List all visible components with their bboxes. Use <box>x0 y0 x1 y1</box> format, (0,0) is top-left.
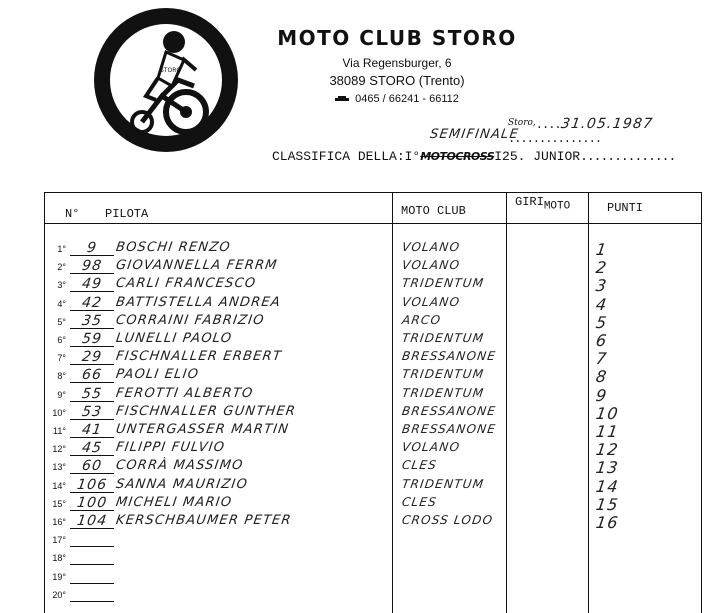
classifica-class: I25. JUNIOR <box>494 149 581 164</box>
row-number: 49 <box>70 276 114 292</box>
table-row <box>50 549 700 567</box>
date-label: Storo, <box>508 118 536 128</box>
table-row <box>50 386 700 404</box>
row-rank: 3° <box>57 280 66 291</box>
date-value: 31.05.1987 <box>559 116 654 132</box>
row-rank: 2° <box>57 262 66 273</box>
row-pilot: CORRÀ MASSIMO <box>114 458 245 474</box>
classifica-line: CLASSIFICA DELLA:I°MOTOCROSSI25. JUNIOR.............. <box>272 149 676 164</box>
city-line: 38089 STORO (Trento) <box>329 73 465 88</box>
row-points: 9 <box>594 385 609 405</box>
table-row <box>50 258 700 276</box>
row-points: 4 <box>594 294 609 314</box>
row-club: VOLANO <box>401 240 462 254</box>
row-number <box>70 586 114 602</box>
row-rank: 13° <box>52 462 66 473</box>
row-number: 45 <box>70 440 114 456</box>
row-number: 29 <box>70 349 114 365</box>
row-club: BRESSANONE <box>401 403 498 418</box>
row-points: 1 <box>594 240 609 259</box>
logo-badge-text: STORO <box>160 67 182 74</box>
classifica-ord: I° <box>404 149 421 164</box>
row-club: BRESSANONE <box>401 422 498 436</box>
row-number <box>70 568 114 584</box>
row-pilot: CARLI FRANCESCO <box>114 276 258 292</box>
col-moto-club-header: MOTO CLUB <box>401 204 466 218</box>
row-rank: 10° <box>52 407 66 418</box>
table-row <box>50 422 700 440</box>
row-club: TRIDENTUM <box>401 276 486 291</box>
row-number: 59 <box>70 331 114 347</box>
row-club: VOLANO <box>401 258 462 273</box>
row-pilot: BOSCHI RENZO <box>114 240 232 255</box>
row-number: 41 <box>70 422 114 438</box>
row-pilot: FEROTTI ALBERTO <box>114 385 255 401</box>
col-n-header: N° <box>65 207 80 221</box>
row-pilot: GIOVANNELLA FERRM <box>114 258 279 274</box>
row-points: 15 <box>594 494 621 514</box>
row-pilot: FISCHNALLER ERBERT <box>114 349 283 365</box>
row-pilot: KERSCHBAUMER PETER <box>114 513 293 528</box>
row-number: 60 <box>70 458 114 474</box>
row-pilot: BATTISTELLA ANDREA <box>114 294 282 310</box>
row-points: 7 <box>594 349 609 369</box>
row-club: BRESSANONE <box>401 349 498 364</box>
row-points: 8 <box>594 367 609 387</box>
row-rank: 1° <box>57 244 66 254</box>
semifinale-note: SEMIFINALE <box>428 127 520 142</box>
phone-icon <box>335 96 349 103</box>
row-rank: 6° <box>57 335 66 345</box>
row-rank: 20° <box>52 589 66 600</box>
table-row <box>50 531 700 549</box>
date-line: $^{Storo,}$....31.05.1987............... <box>508 116 654 146</box>
org-name: MOTO CLUB STORO <box>277 26 517 50</box>
table-row <box>50 349 700 367</box>
col-giri-header: $GIRI_{MOTO}$ <box>515 195 571 213</box>
row-pilot: FILIPPI FULVIO <box>114 440 227 456</box>
row-number: 42 <box>70 295 114 311</box>
row-pilot: MICHELI MARIO <box>114 494 234 510</box>
row-rank: 15° <box>52 498 66 509</box>
row-pilot: PAOLI ELIO <box>114 367 201 383</box>
table-row <box>50 477 700 495</box>
row-rank: 7° <box>57 353 66 364</box>
row-points: 12 <box>594 440 621 460</box>
row-rank: 14° <box>52 480 66 491</box>
row-number: 100 <box>70 495 114 511</box>
row-rank: 18° <box>52 553 66 564</box>
table-row <box>50 568 700 586</box>
row-rank: 9° <box>57 389 66 400</box>
row-number: 66 <box>70 367 114 383</box>
row-points: 3 <box>594 276 609 296</box>
row-number: 98 <box>70 258 114 274</box>
row-rank: 4° <box>57 298 66 309</box>
row-points: 5 <box>594 312 609 332</box>
table-row <box>50 513 700 531</box>
row-rank: 11° <box>53 426 66 436</box>
table-row <box>50 295 700 313</box>
row-number <box>70 531 114 547</box>
row-club: CLES <box>401 458 439 473</box>
row-number: 106 <box>70 477 114 493</box>
phone-number: 0465 / 66241 - 66112 <box>355 93 459 105</box>
table-row <box>50 240 700 258</box>
row-pilot: LUNELLI PAOLO <box>114 331 234 346</box>
row-rank: 5° <box>57 316 66 327</box>
row-points: 14 <box>594 476 621 496</box>
row-club: TRIDENTUM <box>401 367 486 382</box>
table-row <box>50 495 700 513</box>
col-pilota-header: PILOTA <box>105 207 149 221</box>
table-row <box>50 458 700 476</box>
phone-line <box>272 93 522 105</box>
row-club: CLES <box>401 494 439 509</box>
row-points: 2 <box>594 258 609 278</box>
row-rank: 8° <box>57 371 66 382</box>
row-club: TRIDENTUM <box>401 331 486 345</box>
row-points: 11 <box>594 422 621 441</box>
classifica-struck: MOTOCROSS <box>420 150 495 163</box>
club-logo <box>86 0 246 165</box>
col-punti-header: PUNTI <box>607 201 644 215</box>
row-club: CROSS LODO <box>401 513 495 527</box>
row-pilot: FISCHNALLER GUNTHER <box>114 403 298 419</box>
row-number: 53 <box>70 404 114 420</box>
table-row <box>50 404 700 422</box>
row-club: VOLANO <box>401 440 462 455</box>
row-club: VOLANO <box>401 294 462 309</box>
row-rank: 12° <box>52 444 66 455</box>
row-points: 6 <box>594 331 609 350</box>
row-rank: 16° <box>52 517 66 527</box>
row-pilot: UNTERGASSER MARTIN <box>114 422 291 437</box>
row-number: 35 <box>70 313 114 329</box>
header-divider <box>45 223 701 224</box>
table-row <box>50 313 700 331</box>
row-rank: 17° <box>52 535 66 546</box>
table-row <box>50 276 700 294</box>
row-pilot: CORRAINI FABRIZIO <box>114 312 266 328</box>
row-club: TRIDENTUM <box>401 476 486 491</box>
address-line: Via Regensburger, 6 <box>342 56 452 70</box>
row-number: 104 <box>70 513 114 529</box>
table-row <box>50 440 700 458</box>
table-row <box>50 331 700 349</box>
row-points: 16 <box>594 513 621 532</box>
row-club: ARCO <box>401 312 443 327</box>
row-number: 55 <box>70 386 114 402</box>
table-row <box>50 586 700 604</box>
row-number <box>70 549 114 565</box>
row-number: 9 <box>70 240 114 256</box>
classifica-prefix: CLASSIFICA DELLA: <box>272 149 405 164</box>
row-points: 10 <box>594 403 621 423</box>
row-pilot: SANNA MAURIZIO <box>114 476 249 492</box>
row-points: 13 <box>594 458 621 478</box>
row-club: TRIDENTUM <box>401 385 486 400</box>
table-row <box>50 367 700 385</box>
row-rank: 19° <box>52 571 66 582</box>
